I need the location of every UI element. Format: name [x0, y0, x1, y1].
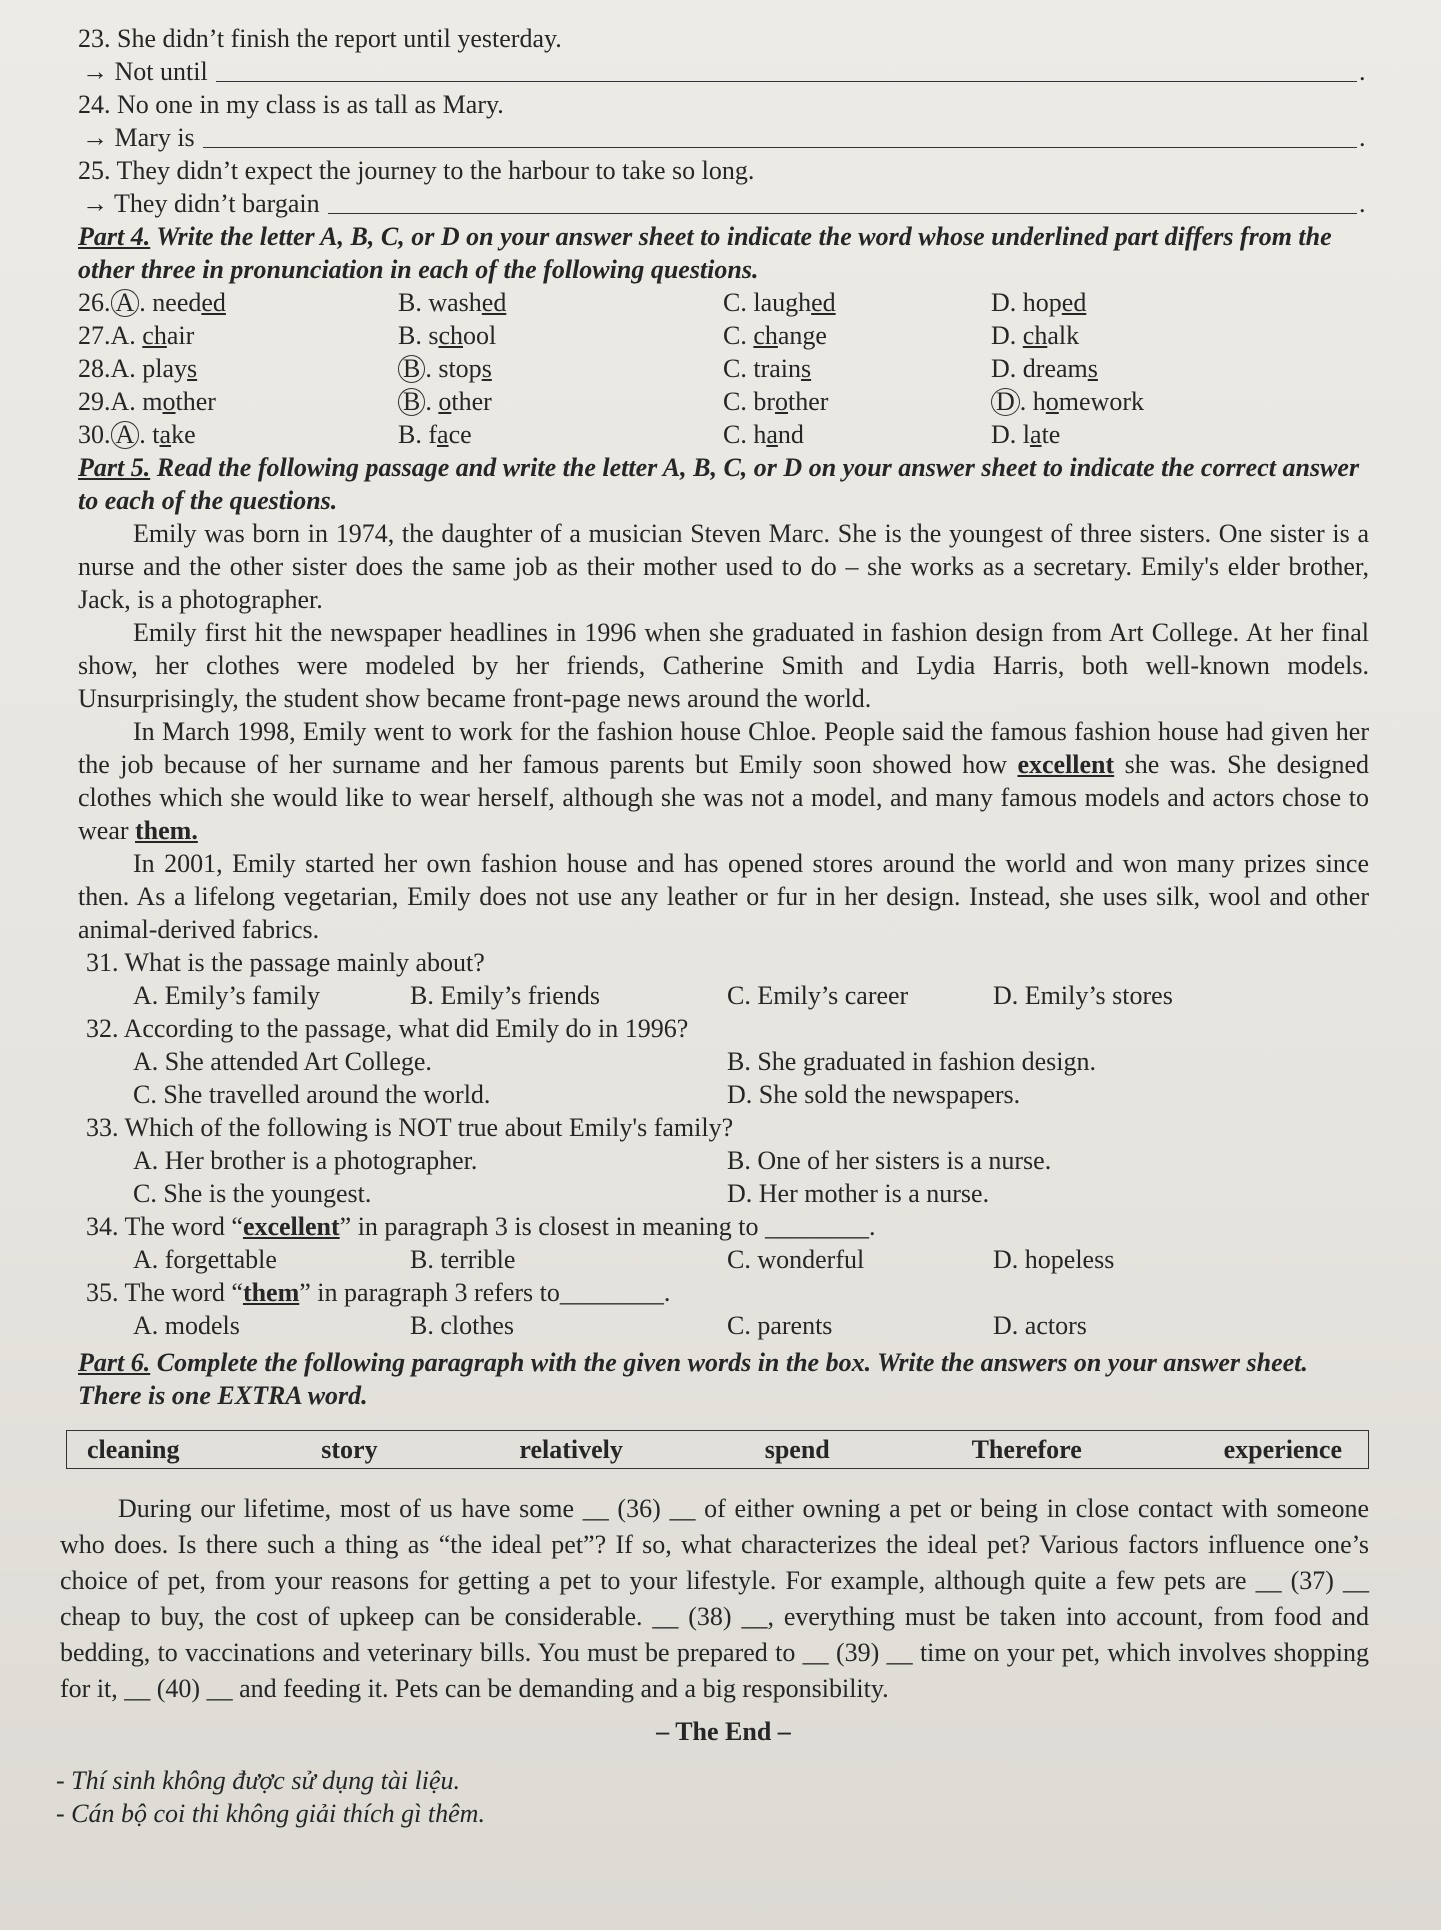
word-part: h [753, 420, 767, 449]
word-part: nd [777, 420, 804, 449]
underlined-part: ed [201, 288, 226, 317]
question-32: 32. According to the passage, what did Emily do in 1996? [86, 1014, 689, 1043]
option[interactable]: C. Emily’s career [727, 981, 909, 1010]
the-end: – The End – [656, 1717, 791, 1746]
question-text: ” in paragraph 3 is closest in meaning to ________. [339, 1212, 876, 1241]
option-letter: A [110, 354, 130, 383]
answer-blank[interactable] [216, 59, 1357, 82]
word-part: ther [788, 387, 829, 416]
option-letter: C [723, 354, 741, 383]
underlined-part: o [162, 387, 176, 416]
part4-instruction: Write the letter A, B, C, or D on your answer sheet to indicate the word whose underlined part differs from the other three in pronunciation in each of the following questions. [78, 222, 1332, 284]
option[interactable]: A. forgettable [133, 1245, 277, 1274]
part4-label: Part 4. [78, 222, 151, 251]
pronunciation-option[interactable]: D. dreams [991, 354, 1098, 383]
underlined-part: s [1087, 354, 1098, 383]
option-letter: C [723, 288, 741, 317]
word-part: ce [448, 420, 472, 449]
question-number: 26. [78, 288, 111, 317]
pronunciation-option[interactable]: C. change [723, 321, 827, 350]
option[interactable]: C. She is the youngest. [133, 1179, 372, 1208]
word-part: s [428, 321, 439, 350]
question-34-options [78, 1243, 1369, 1276]
underlined-part: o [438, 387, 452, 416]
rewrite-prompt: → Mary is [82, 123, 195, 152]
option[interactable]: A. Emily’s family [133, 981, 321, 1010]
pronunciation-option[interactable]: C. brother [723, 387, 829, 416]
word-part: m [142, 387, 163, 416]
rewrite-question: 23. She didn’t finish the report until yesterday. [78, 24, 562, 53]
word-part: need [152, 288, 202, 317]
pronunciation-question [78, 286, 1369, 319]
word-part: mework [1058, 387, 1144, 416]
pronunciation-option[interactable]: D. hoped [991, 288, 1087, 317]
option-letter: C [723, 387, 741, 416]
pronunciation-option[interactable]: 30. A . take [78, 420, 196, 449]
highlighted-word-excellent: excellent [1017, 750, 1115, 779]
question-32-options [78, 1045, 1369, 1111]
option-letter: B [398, 420, 416, 449]
underlined-part: ed [1061, 288, 1087, 317]
rewrite-prompt: → They didn’t bargain [82, 189, 320, 218]
word-part: ther [175, 387, 216, 416]
option-letter: D [991, 321, 1010, 350]
part4-heading [78, 220, 1369, 286]
option[interactable]: A. Her brother is a photographer. [133, 1146, 478, 1175]
underlined-part: a [437, 420, 449, 449]
word-part: hop [1022, 288, 1062, 317]
word-box-item: spend [764, 1435, 830, 1464]
underlined-part: ed [811, 288, 836, 317]
option[interactable]: C. wonderful [727, 1245, 865, 1274]
answer-blank[interactable] [203, 125, 1357, 148]
word-part: t [152, 420, 160, 449]
note-line: - Thí sinh không được sử dụng tài liệu. [56, 1766, 461, 1795]
pronunciation-option[interactable]: 29.A. mother [78, 387, 216, 416]
question-33: 33. Which of the following is NOT true about Emily's family? [86, 1113, 734, 1142]
word-part: dream [1022, 354, 1088, 383]
option-letter-circled: A [111, 289, 140, 317]
word-part: te [1041, 420, 1061, 449]
pronunciation-option[interactable]: B . other [398, 385, 723, 418]
word-part: ther [451, 387, 492, 416]
option-circled[interactable]: D. actors [993, 1311, 1087, 1340]
question-number: 30. [78, 420, 111, 449]
passage-text: she was. She designed clothes which she would like to wear herself, although she was not a model, and many famous models and actors chose to wear [78, 750, 1370, 845]
pronunciation-option[interactable]: B. school [398, 321, 497, 350]
option[interactable]: A. She attended Art College. [133, 1047, 432, 1076]
word-box-item: Therefore [971, 1435, 1082, 1464]
option[interactable]: B. terrible [410, 1245, 516, 1274]
word-box-item: cleaning [87, 1435, 180, 1464]
option[interactable]: D. hopeless [993, 1245, 1115, 1274]
question-34 [78, 1210, 1369, 1243]
word-part: laugh [753, 288, 812, 317]
option-letter: A [110, 321, 130, 350]
pronunciation-option[interactable]: B . stops [398, 352, 723, 385]
pronunciation-option[interactable]: 28.A. plays [78, 354, 198, 383]
word-part: br [753, 387, 776, 416]
passage-paragraph-2: Emily first hit the newspaper headlines in 1996 when she graduated in fashion design from Art College. At her final show, her clothes were modeled by her friends, Catherine Smith and Lydia Harris, both well-known models. Unsurprisingly, the student show became front-page news around the world. [78, 618, 1369, 713]
option[interactable]: C. parents [727, 1311, 833, 1340]
word-part: h [1032, 387, 1046, 416]
pronunciation-question [78, 385, 1369, 418]
option[interactable]: D. Emily’s stores [993, 981, 1173, 1010]
option-letter-circled: A [111, 421, 140, 449]
pronunciation-question [78, 418, 1369, 451]
pronunciation-option[interactable]: D. late [991, 420, 1061, 449]
word-part: play [142, 354, 188, 383]
word-box-item: relatively [519, 1435, 623, 1464]
word-box-item: experience [1223, 1435, 1342, 1464]
option[interactable]: B. One of her sisters is a nurse. [727, 1146, 1052, 1175]
option-letter: B [398, 321, 416, 350]
question-number: 27. [78, 321, 111, 350]
option-letter: D [991, 354, 1010, 383]
pronunciation-option[interactable]: C. trains [723, 354, 812, 383]
option-letter: D [991, 288, 1010, 317]
rewrite-section [78, 22, 1369, 220]
answer-blank[interactable] [328, 191, 1357, 214]
passage-paragraph-3 [78, 715, 1369, 847]
pronunciation-option[interactable]: 27.A. chair [78, 321, 195, 350]
option[interactable]: B. clothes [410, 1311, 514, 1340]
rewrite-answer-line: → Mary is . [82, 123, 1366, 152]
question-keyword: them [242, 1278, 300, 1307]
question-text: 34. The word “ [86, 1212, 243, 1241]
option[interactable]: D. She sold the newspapers. [727, 1080, 1021, 1109]
option-letter: B [398, 288, 416, 317]
question-35-options [78, 1309, 1369, 1342]
note-line: - Cán bộ coi thi không giải thích gì thêm. [56, 1799, 485, 1828]
underlined-part: o [775, 387, 789, 416]
word-box [66, 1430, 1369, 1469]
rewrite-answer-line: → Not until . [82, 57, 1366, 86]
part5-heading [78, 451, 1369, 517]
question-text: 35. The word “ [86, 1278, 243, 1307]
word-part: ange [777, 321, 827, 350]
underlined-part: s [187, 354, 198, 383]
word-part: wash [428, 288, 482, 317]
option-letter-circled: D [991, 388, 1020, 416]
question-text: ” in paragraph 3 refers to________. [299, 1278, 671, 1307]
part6-instruction: Complete the following paragraph with the given words in the box. Write the answers on your answer sheet. There is one EXTRA word. [78, 1348, 1308, 1410]
part5-instruction: Read the following passage and write the letter A, B, C, or D on your answer sheet to indicate the correct answer to each of the questions. [78, 453, 1360, 515]
option-circled[interactable]: B. She graduated in fashion design. [727, 1047, 1096, 1076]
underlined-part: ed [481, 288, 507, 317]
passage-paragraph-4: In 2001, Emily started her own fashion house and has opened stores around the world and won many prizes since then. As a lifelong vegetarian, Emily does not use any leather or fur in her design. Instead, she uses silk, wool and other animal-derived fabrics. [78, 849, 1369, 944]
underlined-part: s [481, 354, 492, 383]
word-part: train [753, 354, 801, 383]
option-letter-circled: B [398, 355, 425, 383]
passage-text: In March 1998, Emily went to work for the fashion house Chloe. People said the famous fashion house had given her the job because of her surname and her famous parents but Emily soon showed how [78, 717, 1369, 779]
question-number: 29. [78, 387, 111, 416]
passage-paragraph-1: Emily was born in 1974, the daughter of a musician Steven Marc. She is the youngest of three sisters. One sister is a nurse and the other sister does the same job as their mother used to do – she works as a secretary. Emily's elder brother, Jack, is a photographer. [78, 519, 1369, 614]
word-part: alk [1047, 321, 1080, 350]
pronunciation-option[interactable]: B. washed [398, 288, 507, 317]
word-part: f [428, 420, 438, 449]
rewrite-question: 24. No one in my class is as tall as Mary. [78, 90, 504, 119]
highlighted-word-them: them. [135, 816, 198, 845]
question-keyword: excellent [242, 1212, 340, 1241]
pronunciation-question [78, 319, 1369, 352]
underlined-part: a [159, 420, 172, 449]
pronunciation-option[interactable]: D. chalk [991, 321, 1080, 350]
cloze-paragraph: During our lifetime, most of us have some __ (36) __ of either owning a pet or being in close contact with someone who does. Is there such a thing as “the ideal pet”? If so, what characterizes the ideal pet? Various factors influence one’s choice of pet, from your reasons for getting a pet to your lifestyle. For example, although quite a few pets are __ (37) __ cheap to buy, the cost of upkeep can be considerable. __ (38) __, everything must be taken into account, from food and bedding, to vaccinations and veterinary bills. You must be prepared to __ (39) __ time on your pet, which involves shopping for it, __ (40) __ and feeding it. Pets can be demanding and a big responsibility. [60, 1494, 1369, 1703]
underlined-part: a [1030, 420, 1042, 449]
part4-questions [78, 286, 1369, 451]
question-35 [78, 1276, 1369, 1309]
option-letter: D [991, 420, 1010, 449]
question-33-options [78, 1144, 1369, 1210]
word-part: l [1022, 420, 1031, 449]
option-letter-circled: B [398, 388, 425, 416]
pronunciation-option[interactable]: B. face [398, 420, 472, 449]
pronunciation-option[interactable]: D . homework [991, 385, 1369, 418]
part5-label: Part 5. [78, 453, 151, 482]
option[interactable]: D. Her mother is a nurse. [727, 1179, 990, 1208]
word-part: ool [463, 321, 497, 350]
underlined-part: o [1045, 387, 1059, 416]
question-31-options [78, 979, 1369, 1012]
part6-label: Part 6. [78, 1348, 151, 1377]
rewrite-prompt: → Not until [82, 57, 208, 86]
option[interactable]: A. models [133, 1311, 240, 1340]
option-letter: C [723, 420, 741, 449]
underlined-part: ch [438, 321, 464, 350]
rewrite-question: 25. They didn’t expect the journey to the harbour to take so long. [78, 156, 755, 185]
question-number: 28. [78, 354, 111, 383]
pronunciation-option[interactable]: 26. A . needed [78, 288, 226, 317]
rewrite-answer-line: → They didn’t bargain . [82, 189, 1366, 218]
option-letter: A [110, 387, 130, 416]
underlined-part: ch [753, 321, 778, 350]
word-part: stop [438, 354, 482, 383]
pronunciation-option[interactable]: C. hand [723, 420, 804, 449]
word-part: ke [171, 420, 196, 449]
part6-heading [78, 1346, 1369, 1412]
word-part: air [166, 321, 195, 350]
option[interactable]: C. She travelled around the world. [133, 1080, 491, 1109]
word-box-item: story [321, 1435, 378, 1464]
underlined-part: s [801, 354, 812, 383]
option-letter: C [723, 321, 741, 350]
question-31: 31. What is the passage mainly about? [86, 948, 485, 977]
option[interactable]: B. Emily’s friends [410, 981, 600, 1010]
pronunciation-question [78, 352, 1369, 385]
underlined-part: ch [1022, 321, 1048, 350]
underlined-part: a [766, 420, 778, 449]
underlined-part: ch [142, 321, 167, 350]
pronunciation-option[interactable]: C. laughed [723, 288, 836, 317]
